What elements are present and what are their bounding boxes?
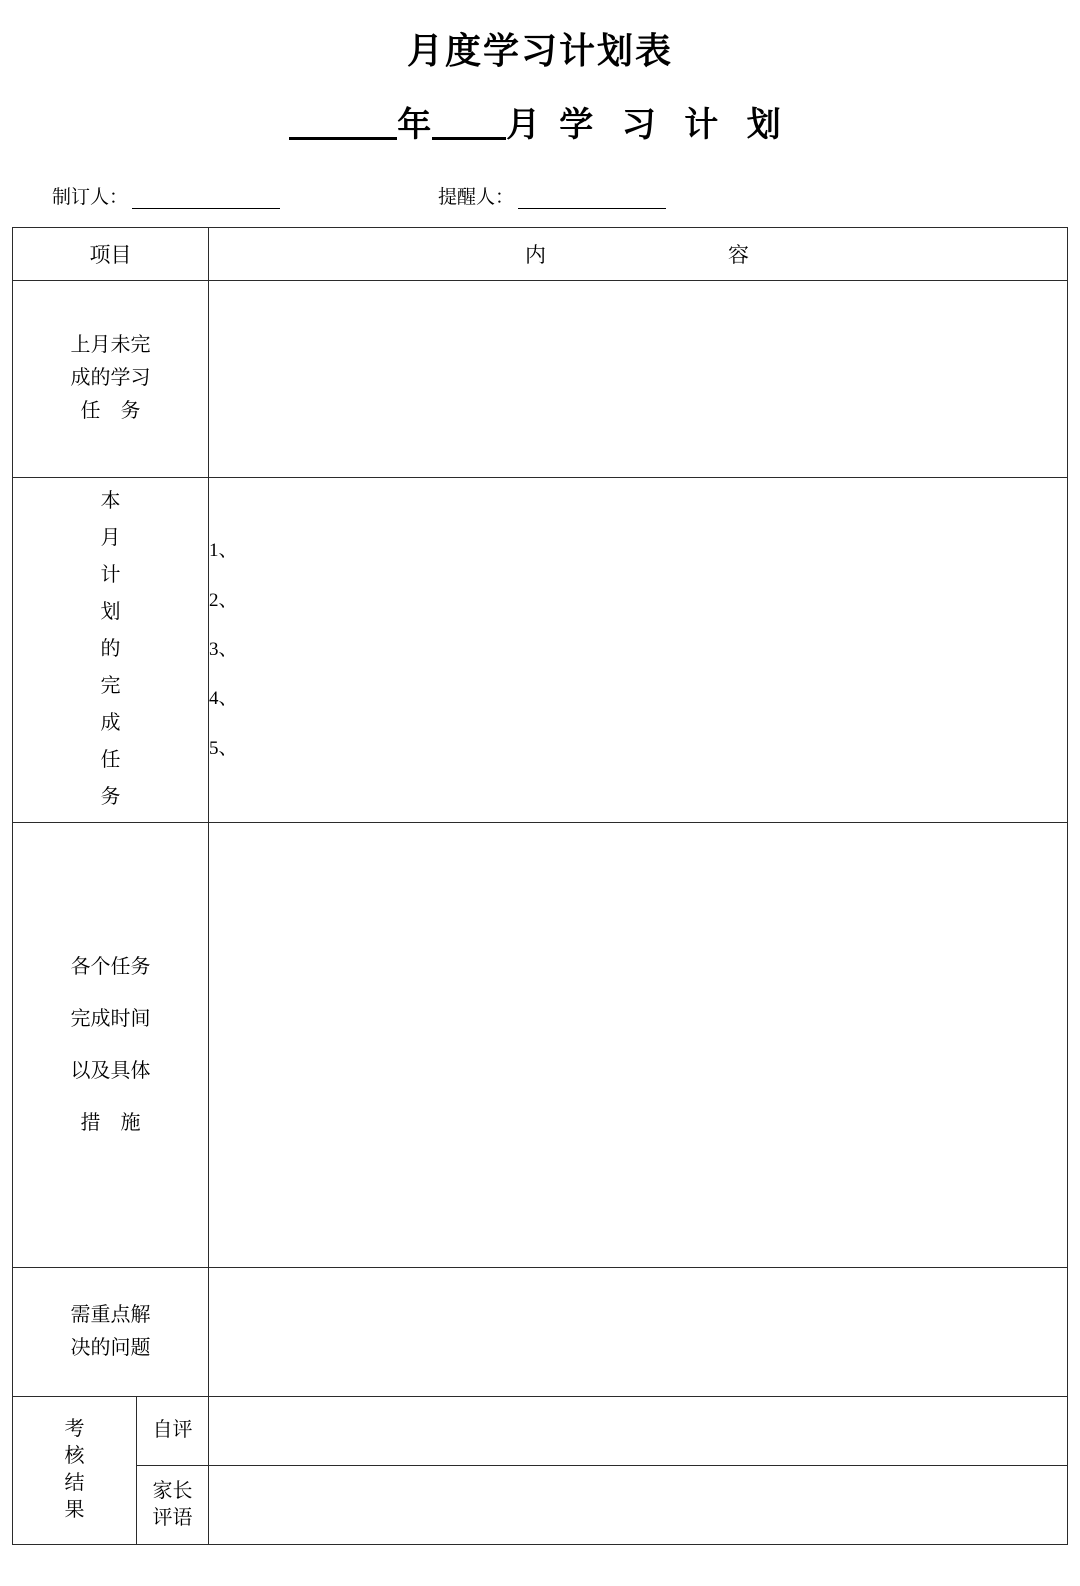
author-field: [52, 182, 280, 209]
row-label-thismonth: [13, 477, 209, 822]
label-char: 考: [64, 1418, 85, 1441]
table-row: [13, 280, 1068, 477]
content-problem[interactable]: [209, 1267, 1068, 1396]
month-label: 月: [506, 107, 542, 145]
subtitle: [0, 105, 1080, 148]
label-char: 月: [100, 527, 121, 550]
list-item[interactable]: 2、: [209, 589, 238, 611]
label-line-2: 完成时间: [70, 1007, 151, 1030]
table-row: [13, 822, 1068, 1267]
table-row: [13, 1267, 1068, 1396]
label-char: 完: [100, 675, 121, 698]
header-item-cell: 项目: [13, 227, 209, 280]
label-line-1: 需重点解: [70, 1303, 151, 1326]
month-blank[interactable]: [432, 137, 506, 140]
row-label-parent-eval: [137, 1465, 209, 1544]
reminder-label: 提醒人：: [438, 186, 515, 208]
label-char: 本: [100, 490, 121, 513]
list-item[interactable]: 4、: [209, 688, 238, 710]
subtitle-tail: 学 习 计 划: [559, 107, 791, 145]
header-content-right: 容: [728, 242, 751, 267]
label-char: 结: [64, 1472, 85, 1495]
label-char: 的: [100, 638, 121, 661]
list-item[interactable]: 1、: [209, 540, 238, 562]
author-label: 制订人：: [52, 186, 129, 208]
label-line-3: 以及具体: [70, 1059, 151, 1082]
label-line-3: 任 务: [80, 400, 141, 423]
page-title: 月度学习计划表: [406, 31, 673, 71]
row-label-unfinished: [13, 280, 209, 477]
label-line-1: 家长: [152, 1479, 193, 1502]
content-unfinished[interactable]: [209, 280, 1068, 477]
table-row: [13, 1465, 1068, 1544]
list-item[interactable]: 5、: [209, 737, 238, 759]
row-label-self-eval: 自评: [137, 1396, 209, 1465]
label-line-1: 各个任务: [70, 955, 151, 978]
table-header-row: [13, 227, 1068, 280]
label-line-2: 决的问题: [70, 1336, 151, 1359]
label-line-4: 措 施: [80, 1111, 141, 1134]
label-char: 务: [100, 786, 121, 809]
table-row: [13, 477, 1068, 822]
meta-row: [0, 182, 1080, 209]
list-item[interactable]: 3、: [209, 638, 238, 660]
row-label-time: [13, 822, 209, 1267]
author-input[interactable]: [132, 191, 280, 209]
header-content-left: 内: [525, 242, 548, 267]
table-row: [13, 1396, 1068, 1465]
year-label: 年: [397, 107, 433, 145]
row-label-problem: [13, 1267, 209, 1396]
content-thismonth[interactable]: [209, 477, 1068, 822]
reminder-field: [438, 182, 666, 209]
row-label-evaluation: [13, 1396, 137, 1544]
year-blank[interactable]: [289, 137, 397, 140]
label-char: 计: [100, 564, 121, 587]
label-char: 果: [64, 1499, 85, 1522]
header-content-cell: [209, 227, 1068, 280]
document-page: [0, 30, 1080, 1586]
content-parent-eval[interactable]: [209, 1465, 1068, 1544]
label-char: 划: [100, 601, 121, 624]
content-self-eval[interactable]: [209, 1396, 1068, 1465]
content-time[interactable]: [209, 822, 1068, 1267]
label-char: 任: [100, 749, 121, 772]
plan-table: [12, 227, 1068, 1545]
label-char: 核: [64, 1445, 85, 1468]
numbered-list: [209, 526, 1067, 773]
label-line-2: 评语: [152, 1506, 193, 1529]
label-line-1: 上月未完: [70, 334, 151, 357]
label-char: 成: [100, 712, 121, 735]
label-line-2: 成的学习: [70, 367, 151, 390]
reminder-input[interactable]: [518, 191, 666, 209]
